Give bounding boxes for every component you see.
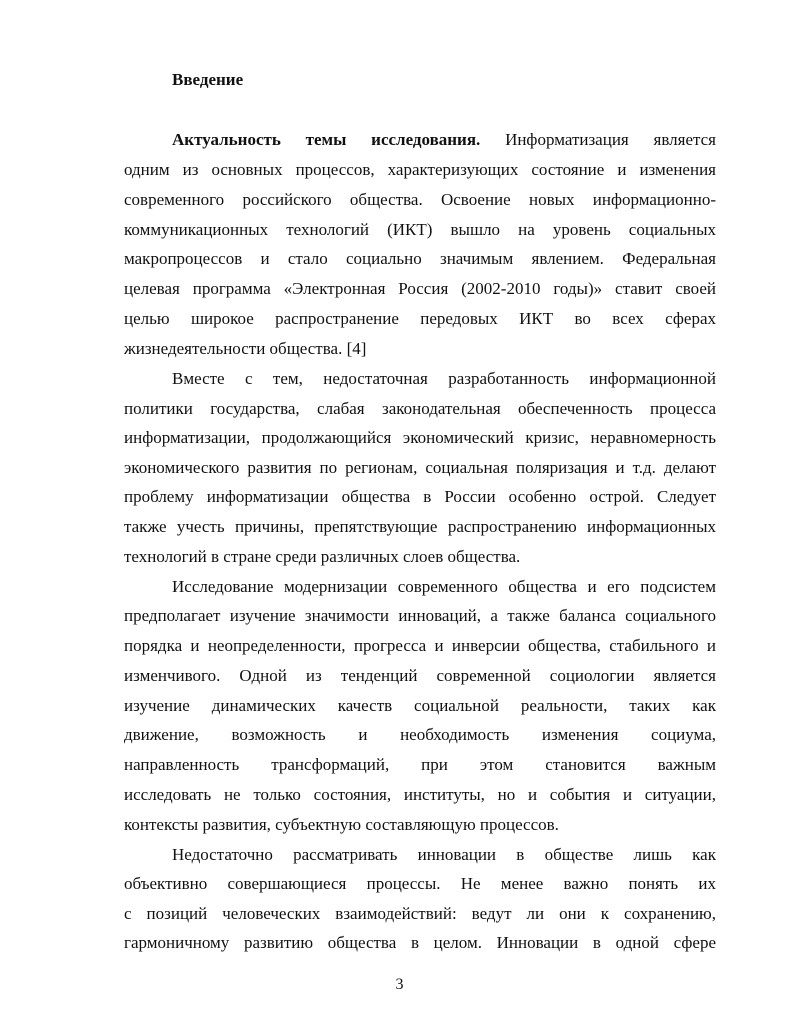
paragraph-2-line-6: также учесть причины, препятствующие распространению информационных <box>124 517 716 536</box>
paragraph-1-line-1-text: Информатизация является <box>505 130 716 149</box>
paragraph-2-line-2: политики государства, слабая законодательная обеспеченность процесса <box>124 399 716 418</box>
paragraph-3-line-4: изменчивого. Одной из тенденций современной социологии является <box>124 666 716 685</box>
section-heading: Введение <box>172 70 244 89</box>
paragraph-1-line-2: одним из основных процессов, характеризующих состояние и изменения <box>124 160 716 179</box>
paragraph-1-line-7: целью широкое распространение передовых ИКТ во всех сферах <box>124 309 716 328</box>
paragraph-1-line-1 <box>172 128 716 152</box>
page-number: 3 <box>395 976 404 993</box>
paragraph-3-line-5: изучение динамических качеств социальной реальности, таких как <box>124 696 716 715</box>
paragraph-4-line-2: объективно совершающиеся процессы. Не менее важно понять их <box>124 874 716 893</box>
paragraph-2-line-5: проблему информатизации общества в России особенно острой. Следует <box>124 487 716 506</box>
paragraph-2-line-4: экономического развития по регионам, социальная поляризация и т.д. делают <box>124 458 716 477</box>
paragraph-1-line-5: макропроцессов и стало социально значимым явлением. Федеральная <box>124 249 716 268</box>
paragraph-1-line-3: современного российского общества. Освоение новых информационно- <box>124 190 716 209</box>
paragraph-1-line-4: коммуникационных технологий (ИКТ) вышло на уровень социальных <box>124 220 716 239</box>
paragraph-4-line-4: гармоничному развитию общества в целом. Инновации в одной сфере <box>124 933 716 952</box>
paragraph-4-line-1: Недостаточно рассматривать инновации в обществе лишь как <box>172 845 716 864</box>
paragraph-3-line-3: порядка и неопределенности, прогресса и инверсии общества, стабильного и <box>124 636 716 655</box>
paragraph-3-line-7: направленность трансформаций, при этом становится важным <box>124 755 716 774</box>
paragraph-1-line-8: жизнедеятельности общества. [4] <box>124 339 367 358</box>
paragraph-3-line-8: исследовать не только состояния, институты, но и события и ситуации, <box>124 785 716 804</box>
paragraph-1-line-6: целевая программа «Электронная Россия (2002-2010 годы)» ставит своей <box>124 279 716 298</box>
paragraph-3-line-6: движение, возможность и необходимость изменения социума, <box>124 725 716 744</box>
paragraph-2-line-7: технологий в стране среди различных слоев общества. <box>124 547 521 566</box>
paragraph-3-line-2: предполагает изучение значимости инноваций, а также баланса социального <box>124 606 716 625</box>
paragraph-4-line-3: с позиций человеческих взаимодействий: ведут ли они к сохранению, <box>124 904 716 923</box>
paragraph-lead: Актуальность темы исследования. <box>172 130 481 149</box>
paragraph-3-line-1: Исследование модернизации современного общества и его подсистем <box>172 577 716 596</box>
paragraph-2-line-3: информатизации, продолжающийся экономический кризис, неравномерность <box>124 428 716 447</box>
paragraph-3-line-9: контексты развития, субъектную составляющую процессов. <box>124 815 559 834</box>
paragraph-2-line-1: Вместе с тем, недостаточная разработанность информационной <box>172 369 716 388</box>
